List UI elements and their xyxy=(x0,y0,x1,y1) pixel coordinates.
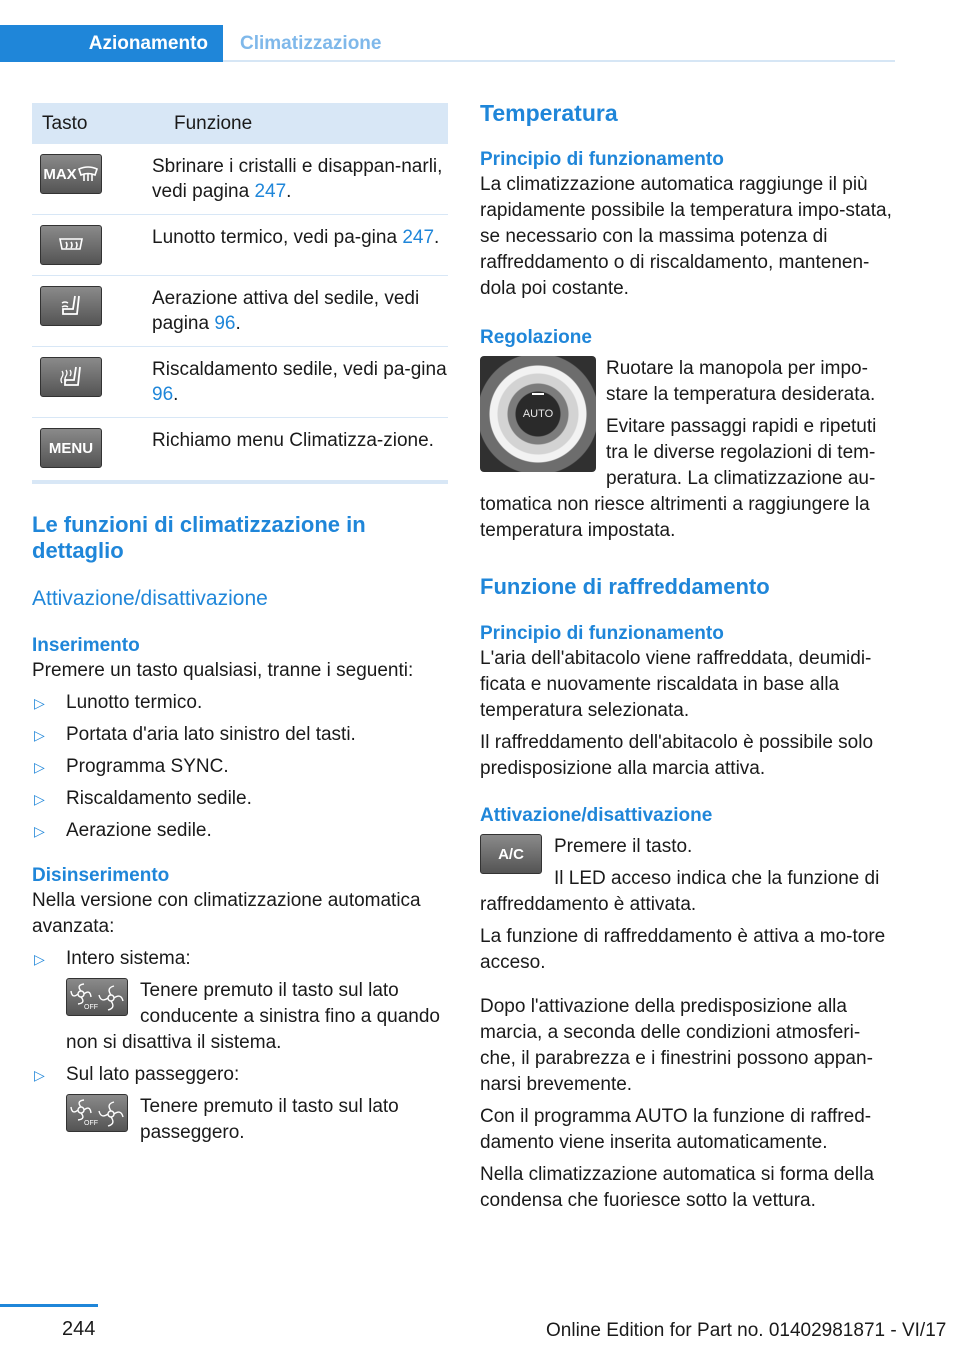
list-item: ▷ Riscaldamento sedile. xyxy=(32,786,448,812)
ac-text-1: Premere il tasto. xyxy=(554,836,693,857)
key-label: MAX xyxy=(43,165,77,183)
table-header-funzione: Funzione xyxy=(152,103,448,144)
list-item: ▷ Portata d'aria lato sinistro del tasti. xyxy=(32,722,448,748)
list-item: ▷ Sul lato passeggero: OFF Tenere premuto il tasto sul lato passeggero. xyxy=(34,1064,399,1143)
table-row xyxy=(32,215,448,276)
section-title-temperatura: Temperatura xyxy=(480,100,618,126)
subsection-title-attivazione: Attivazione/disattivazione xyxy=(32,587,268,610)
table-row xyxy=(32,347,448,418)
list-item: ▷ Programma SYNC. xyxy=(32,754,448,780)
ac-text-5: Con il programma AUTO la funzione di raffred-damento viene inserita automaticamente. xyxy=(480,1106,872,1153)
tab-climatizzazione[interactable]: Climatizzazione xyxy=(240,32,382,54)
ac-block xyxy=(480,834,896,918)
list-item: ▷ Lunotto termico. xyxy=(32,690,448,716)
table-cell-funzione: Richiamo menu Climatizza-zione. xyxy=(152,418,448,483)
key-label: A/C xyxy=(498,845,524,863)
knob-label: AUTO xyxy=(522,408,554,420)
disinserimento-intro: Nella versione con climatizzazione automatica avanzata: xyxy=(32,890,421,937)
list-item: ▷ Intero sistema: OFF Tenere premuto il tasto sul lato conducente a sinistra fino a quando non si disattiva il sistema. xyxy=(34,948,440,1053)
disinserimento-list xyxy=(32,946,448,1146)
heading-attivazione: Attivazione/disattivazione xyxy=(480,805,713,826)
svg-text:OFF: OFF xyxy=(84,1004,98,1011)
page-number: 244 xyxy=(62,1318,96,1340)
section-title-funzioni: Le funzioni di climatizzazione in dettaglio xyxy=(32,512,366,563)
triangle-bullet-icon: ▷ xyxy=(34,823,45,839)
regolazione-block xyxy=(480,356,896,544)
regolazione-text-2: Evitare passaggi rapidi e ripetuti tra le diverse regolazioni di tem-peratura. La climatizzazione au-tomatica non riesce altrimenti a raggiungere la temperatura impostata. xyxy=(480,416,877,541)
regolazione-text-1: Ruotare la manopola per impo-stare la temperatura desiderata. xyxy=(606,358,876,405)
table-cell-funzione: Aerazione attiva del sedile, vedi pagina 96. xyxy=(152,276,448,347)
table-row xyxy=(32,144,448,215)
rear-window-defrost-icon xyxy=(40,225,102,265)
heading-principio-temp: Principio di funzionamento xyxy=(480,149,724,170)
seat-heating-icon xyxy=(40,357,102,397)
fan-off-driver-icon xyxy=(66,978,128,1016)
ac-text-6: Nella climatizzazione automatica si forma della condensa che fuoriesce sotto la vettura. xyxy=(480,1164,874,1211)
svg-text:OFF: OFF xyxy=(84,1120,98,1127)
menu-key-icon xyxy=(40,428,102,468)
ac-key-icon xyxy=(480,834,542,874)
table-row xyxy=(32,418,448,483)
ac-text-2: Il LED acceso indica che la funzione di raffreddamento è attivata. xyxy=(480,868,880,915)
section-title-raffreddamento: Funzione di raffreddamento xyxy=(480,574,770,599)
left-column xyxy=(32,103,448,1152)
max-defrost-icon xyxy=(40,154,102,194)
triangle-bullet-icon: ▷ xyxy=(34,1067,45,1083)
page-link[interactable]: 247 xyxy=(402,227,435,248)
edition-text: Online Edition for Part no. 01402981871 - VI/17 xyxy=(546,1320,947,1341)
table-header-row xyxy=(32,103,448,144)
triangle-bullet-icon: ▷ xyxy=(34,759,45,775)
footer-bar xyxy=(0,1304,98,1307)
temperature-knob-icon xyxy=(480,356,596,472)
fan-off-passenger-icon xyxy=(66,1094,128,1132)
page-link[interactable]: 96 xyxy=(214,313,236,334)
heading-inserimento: Inserimento xyxy=(32,635,140,656)
seat-ventilation-icon xyxy=(40,286,102,326)
triangle-bullet-icon: ▷ xyxy=(34,951,45,967)
heading-regolazione: Regolazione xyxy=(480,327,592,348)
cool-text-2: Il raffreddamento dell'abitacolo è possibile solo predisposizione alla marcia attiva. xyxy=(480,732,874,779)
triangle-bullet-icon: ▷ xyxy=(34,791,45,807)
triangle-bullet-icon: ▷ xyxy=(34,727,45,743)
table-cell-funzione: Riscaldamento sedile, vedi pa-gina 96. xyxy=(152,347,448,418)
triangle-bullet-icon: ▷ xyxy=(34,695,45,711)
ac-text-4: Dopo l'attivazione della predisposizione alla marcia, a seconda delle condizioni atmosferi-che, il parabrezza e i finestrini possono appan-narsi brevemente. xyxy=(480,996,873,1095)
inserimento-intro: Premere un tasto qualsiasi, tranne i seguenti: xyxy=(32,660,414,681)
table-header-tasto: Tasto xyxy=(32,103,152,144)
heading-disinserimento: Disinserimento xyxy=(32,865,170,886)
table-cell-funzione: Lunotto termico, vedi pa-gina 247. xyxy=(152,215,448,276)
key-label: MENU xyxy=(48,439,94,457)
header-tabs xyxy=(0,25,895,62)
heading-principio-cool: Principio di funzionamento xyxy=(480,623,724,644)
ac-text-3: La funzione di raffreddamento è attiva a mo-tore acceso. xyxy=(480,926,886,973)
table-row xyxy=(32,276,448,347)
temp-principle-text: La climatizzazione automatica raggiunge il più rapidamente possibile la temperatura impo-stata, se necessario con la massima potenza di raffreddamento o di riscaldamento, mantenen-dola poi costante. xyxy=(480,174,892,299)
page-link[interactable]: 247 xyxy=(254,181,287,202)
cool-text-1: L'aria dell'abitacolo viene raffreddata, deumidi-ficata e nuovamente riscaldata in base alla temperatura selezionata. xyxy=(480,648,872,721)
keys-table xyxy=(32,103,448,484)
right-column xyxy=(480,100,896,1214)
page-link[interactable]: 96 xyxy=(152,384,174,405)
inserimento-list xyxy=(32,690,448,844)
list-item: ▷ Aerazione sedile. xyxy=(32,818,448,844)
table-cell-funzione: Sbrinare i cristalli e disappan-narli, vedi pagina 247. xyxy=(152,144,448,215)
tab-azionamento[interactable]: Azionamento xyxy=(0,25,223,62)
